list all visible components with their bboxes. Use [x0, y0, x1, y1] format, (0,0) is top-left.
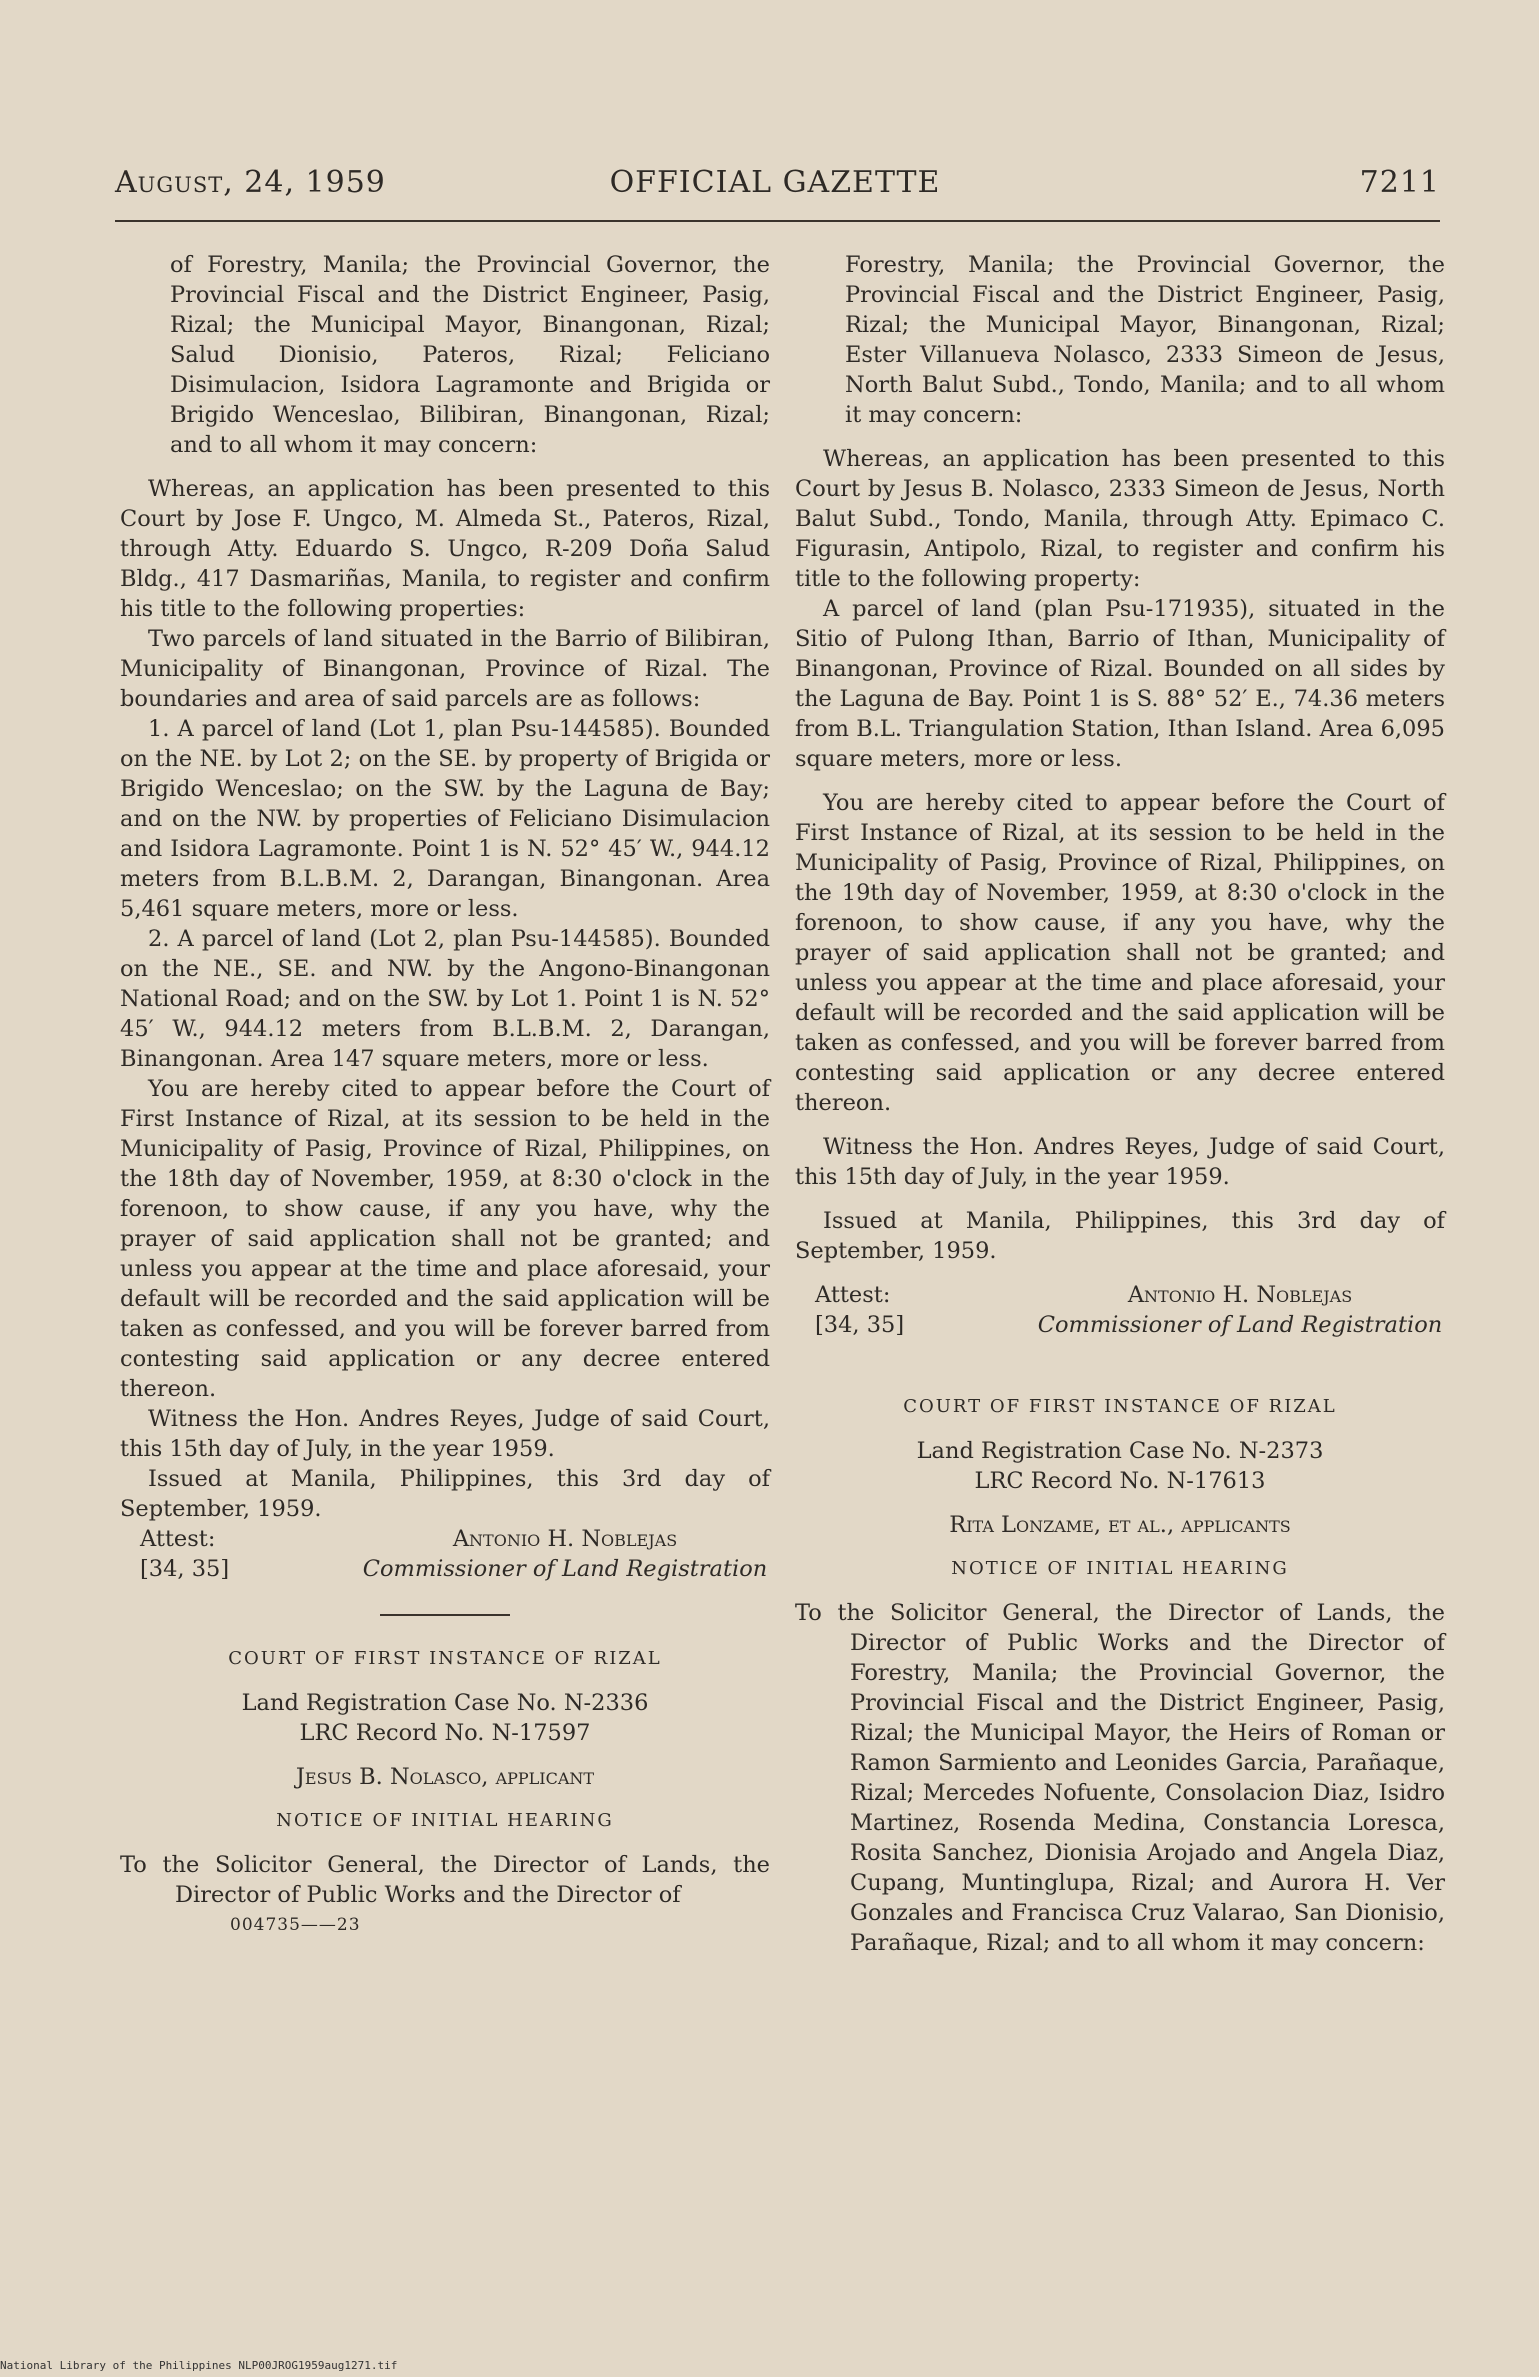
attest-title-line: [120, 1554, 770, 1584]
header-publication: OFFICIAL GAZETTE: [609, 165, 941, 200]
attest-line: [120, 1524, 770, 1554]
reference-number: [34, 35]: [815, 1312, 905, 1338]
addressee-paragraph: To the Solicitor General, the Director of Lands, the Director of Public Works and the Director of Forestry, Manila; the Provincial Governor, the Provincial Fiscal and the District Engineer, Pasig, Rizal; the Municipal Mayor, the Heirs of Roman or Ramon Sarmiento and Leonides Garcia, Parañaque, Rizal; Mercedes Nofuente, Consolacion Diaz, Isidro Martinez, Rosenda Medina, Constancia Loresca, Rosita Sanchez, Dionisia Arojado and Angela Diaz, Cupang, Muntinglupa, Rizal; and Aurora H. Ver Gonzales and Francisca Cruz Valarao, San Dionisio, Parañaque, Rizal; and to all whom it may concern:: [795, 1600, 1445, 1956]
header-rule: [115, 220, 1440, 222]
parcel-2: 2. A parcel of land (Lot 2, plan Psu-144585). Bounded on the NE., SE. and NW. by the Angono-Binangonan National Road; and on the SW. by Lot 1. Point 1 is N. 52° 45′ W., 944.12 meters from B.L.B.M. 2, Darangan, Binangonan. Area 147 square meters, more or less.: [120, 926, 770, 1072]
page-number: 7211: [1359, 165, 1440, 200]
attest-title: Commissioner of Land Registration: [1037, 1312, 1443, 1338]
scan-footer: National Library of the Philippines NLP00JROG1959aug1271.tif: [0, 2359, 398, 2372]
addressee-continuation: Forestry, Manila; the Provincial Governor, the Provincial Fiscal and the District Engineer, Pasig, Rizal; the Municipal Mayor, Binangonan, Rizal; Ester Villanueva Nolasco, 2333 Simeon de Jesus, North Balut Subd., Tondo, Manila; and to all whom it may concern:: [845, 252, 1445, 428]
section-separator: [380, 1614, 510, 1616]
attest-label: Attest:: [140, 1526, 216, 1552]
court-heading: COURT OF FIRST INSTANCE OF RIZAL: [903, 1396, 1337, 1417]
print-footnote: 004735——23: [230, 1915, 361, 1935]
citation-paragraph: You are hereby cited to appear before the Court of First Instance of Rizal, at its session to be held in the Municipality of Pasig, Province of Rizal, Philippines, on the 19th day of November, 1959, at 8:30 o'clock in the forenoon, to show cause, if any you have, why the prayer of said application shall not be granted; and unless you appear at the time and place aforesaid, your default will be recorded and the said application will be taken as confessed, and you will be forever barred from contesting said application or any decree entered thereon.: [795, 790, 1445, 1116]
left-column: [120, 250, 770, 1940]
applicant-line: Jesus B. Nolasco, applicant: [295, 1764, 595, 1790]
attest-name: Antonio H. Noblejas: [452, 1526, 678, 1552]
notice-heading: NOTICE OF INITIAL HEARING: [951, 1558, 1289, 1579]
parcel-1: 1. A parcel of land (Lot 1, plan Psu-144585). Bounded on the NE. by Lot 2; on the SE. by property of Brigida or Brigido Wenceslao; on the SW. by the Laguna de Bay; and on the NW. by properties of Feliciano Disimulacion and Isidora Lagramonte. Point 1 is N. 52° 45′ W., 944.12 meters from B.L.B.M. 2, Darangan, Binangonan. Area 5,461 square meters, more or less.: [120, 716, 770, 922]
issued-paragraph: Issued at Manila, Philippines, this 3rd day of September, 1959.: [795, 1208, 1445, 1264]
addressee-paragraph: To the Solicitor General, the Director of Lands, the Director of Public Works and the Director of: [120, 1852, 770, 1908]
attest-line: [795, 1280, 1445, 1310]
addressee-continuation: of Forestry, Manila; the Provincial Governor, the Provincial Fiscal and the District Engineer, Pasig, Rizal; the Municipal Mayor, Binangonan, Rizal; Salud Dionisio, Pateros, Rizal; Feliciano Disimulacion, Isidora Lagramonte and Brigida or Brigido Wenceslao, Bilibiran, Binangonan, Rizal; and to all whom it may concern:: [170, 252, 770, 458]
case-number: Land Registration Case No. N-2336: [241, 1690, 649, 1716]
attest-title-line: [795, 1310, 1445, 1340]
attest-title: Commissioner of Land Registration: [362, 1556, 768, 1582]
lrc-record-number: LRC Record No. N-17613: [974, 1468, 1266, 1494]
case-number: Land Registration Case No. N-2373: [916, 1438, 1324, 1464]
witness-paragraph: Witness the Hon. Andres Reyes, Judge of said Court, this 15th day of July, in the year 1959.: [795, 1134, 1445, 1190]
lrc-record-number: LRC Record No. N-17597: [299, 1720, 591, 1746]
header-date: August, 24, 1959: [115, 165, 386, 200]
attest-label: Attest:: [815, 1282, 891, 1308]
page-header: [115, 165, 1440, 207]
applicant-line: Rita Lonzame, et al., applicants: [949, 1512, 1291, 1538]
parcel-description: A parcel of land (plan Psu-171935), situated in the Sitio of Pulong Ithan, Barrio of Ithan, Municipality of Binangonan, Province of Rizal. Bounded on all sides by the Laguna de Bay. Point 1 is S. 88° 52′ E., 74.36 meters from B.L. Triangulation Station, Ithan Island. Area 6,095 square meters, more or less.: [795, 596, 1445, 772]
court-heading: COURT OF FIRST INSTANCE OF RIZAL: [228, 1648, 662, 1669]
whereas-paragraph: Whereas, an application has been presented to this Court by Jesus B. Nolasco, 2333 Simeon de Jesus, North Balut Subd., Tondo, Manila, through Atty. Epimaco C. Figurasin, Antipolo, Rizal, to register and confirm his title to the following property:: [795, 446, 1445, 592]
whereas-paragraph: Whereas, an application has been presented to this Court by Jose F. Ungco, M. Almeda St., Pateros, Rizal, through Atty. Eduardo S. Ungco, R-209 Doña Salud Bldg., 417 Dasmariñas, Manila, to register and confirm his title to the following properties:: [120, 476, 770, 622]
reference-number: [34, 35]: [140, 1556, 230, 1582]
right-column: [795, 250, 1445, 1958]
witness-paragraph: Witness the Hon. Andres Reyes, Judge of said Court, this 15th day of July, in the year 1959.: [120, 1406, 770, 1462]
parcels-intro: Two parcels of land situated in the Barrio of Bilibiran, Municipality of Binangonan, Province of Rizal. The boundaries and area of said parcels are as follows:: [120, 626, 770, 712]
attest-name: Antonio H. Noblejas: [1127, 1282, 1353, 1308]
citation-paragraph: You are hereby cited to appear before the Court of First Instance of Rizal, at its session to be held in the Municipality of Pasig, Province of Rizal, Philippines, on the 18th day of November, 1959, at 8:30 o'clock in the forenoon, to show cause, if any you have, why the prayer of said application shall not be granted; and unless you appear at the time and place aforesaid, your default will be recorded and the said application will be taken as confessed, and you will be forever barred from contesting said application or any decree entered thereon.: [120, 1076, 770, 1402]
notice-heading: NOTICE OF INITIAL HEARING: [276, 1810, 614, 1831]
issued-paragraph: Issued at Manila, Philippines, this 3rd day of September, 1959.: [120, 1466, 770, 1522]
